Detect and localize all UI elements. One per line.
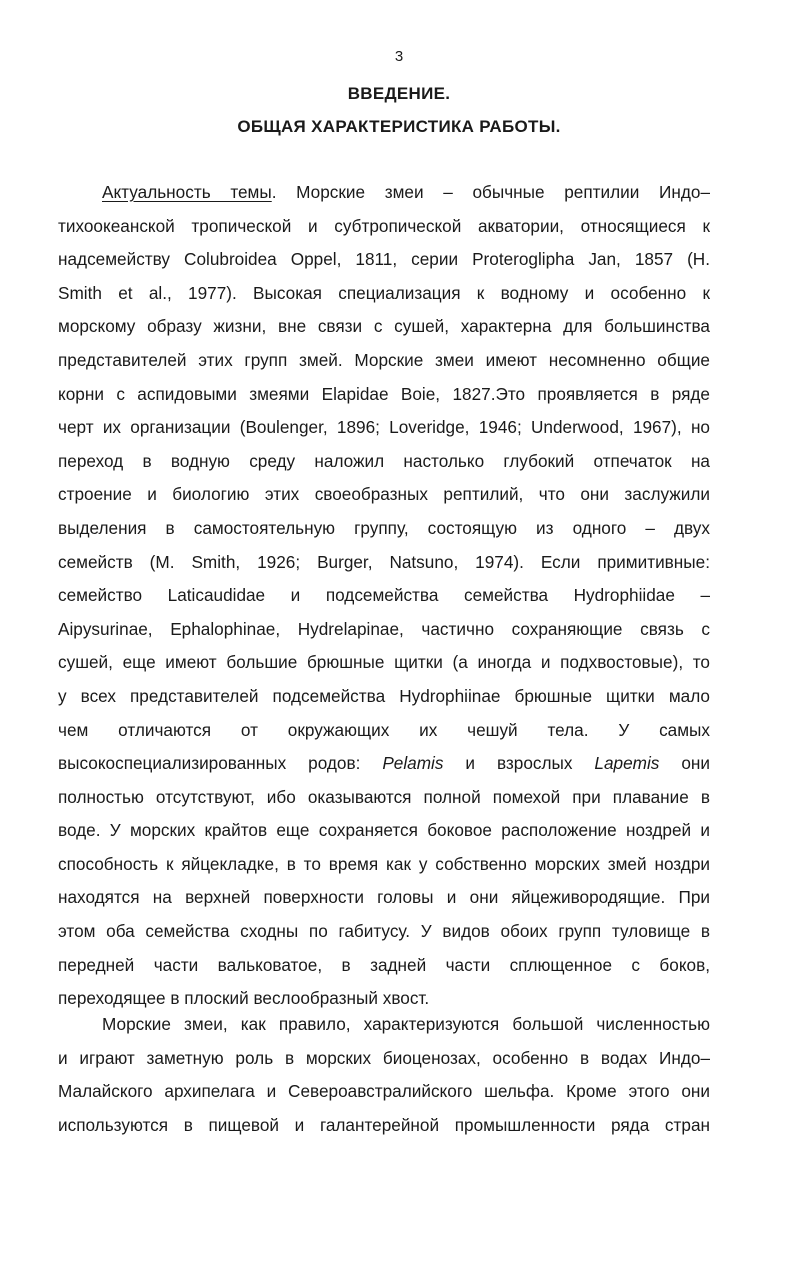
- paragraph-line: надсемейству Colubroidea Oppel, 1811, серии Proteroglipha Jan, 1857 (H.: [58, 249, 710, 270]
- paragraph-line: и играют заметную роль в морских биоценозах, особенно в водах Индо–: [58, 1047, 710, 1068]
- paragraph-line: Aipysurinae, Ephalophinae, Hydrelapinae, частично сохраняющие связь с: [58, 618, 710, 639]
- line-text: высокоспециализированных родов:: [58, 753, 383, 774]
- paragraph-line: строение и биологию этих своеобразных рептилий, что они заслужили: [58, 484, 710, 505]
- line-text: и взрослых: [443, 753, 595, 774]
- paragraph-line: переход в водную среду наложил настолько глубокий отпечаток на: [58, 450, 710, 471]
- genus-pelamis: Pelamis: [382, 753, 444, 774]
- paragraph-line: передней части вальковатое, в задней части сплющенное с боков,: [58, 954, 710, 975]
- paragraph-line: черт их организации (Boulenger, 1896; Loveridge, 1946; Underwood, 1967), но: [58, 417, 710, 438]
- paragraph-line: выделения в самостоятельную группу, состоящую из одного – двух: [58, 517, 710, 538]
- paragraph-line: полностью отсутствуют, ибо оказываются полной помехой при плавание в: [58, 786, 710, 807]
- paragraph-line: этом оба семейства сходны по габитусу. У видов обоих групп туловище в: [58, 921, 710, 942]
- paragraph-line: у всех представителей подсемейства Hydrophiinae брюшные щитки мало: [58, 685, 710, 706]
- paragraph-line: Малайского архипелага и Североавстралийского шельфа. Кроме этого они: [58, 1081, 710, 1102]
- page-number: 3: [394, 48, 404, 65]
- paragraph-line: семейство Laticaudidae и подсемейства семейства Hydrophiidae –: [58, 585, 710, 606]
- paragraph-line: тихоокеанской тропической и субтропической акватории, относящиеся к: [58, 215, 710, 236]
- paragraph-line: используются в пищевой и галантерейной промышленности ряда стран: [58, 1114, 710, 1135]
- genus-lapemis: Lapemis: [594, 753, 660, 774]
- paragraph-line: Smith et al., 1977). Высокая специализация к водному и особенно к: [58, 282, 710, 303]
- line-text: они: [659, 753, 710, 774]
- paragraph-line: переходящее в плоский веслообразный хвост.: [58, 988, 430, 1009]
- paragraph-line: чем отличаются от окружающих их чешуй тела. У самых: [58, 719, 710, 740]
- paragraph-line: Морские змеи, как правило, характеризуются большой численностью: [102, 1014, 710, 1034]
- paragraph-line: корни с аспидовыми змеями Elapidae Boie, 1827.Это проявляется в ряде: [58, 383, 710, 404]
- paragraph-line: семейств (M. Smith, 1926; Burger, Natsuno, 1974). Если примитивные:: [58, 551, 710, 572]
- paragraph-line: [58, 176, 710, 210]
- heading-general-characteristics: ОБЩАЯ ХАРАКТЕРИСТИКА РАБОТЫ.: [237, 117, 561, 136]
- paragraph-line: морскому образу жизни, вне связи с сушей, характерна для большинства: [58, 316, 710, 337]
- paragraph-line: находятся на верхней поверхности головы и они яйцеживородящие. При: [58, 887, 710, 908]
- relevance-label: Актуальность темы: [102, 182, 272, 202]
- paragraph-relevance: [58, 176, 710, 1016]
- paragraph-importance: [58, 1008, 710, 1142]
- paragraph-line: представителей этих групп змей. Морские змеи имеют несомненно общие: [58, 349, 710, 370]
- heading-introduction: ВВЕДЕНИЕ.: [347, 84, 451, 103]
- paragraph-line: [58, 747, 710, 781]
- paragraph-line: способность к яйцекладке, в то время как у собственно морских змей ноздри: [58, 853, 710, 874]
- line-text: . Морские змеи – обычные рептилии Индо–: [271, 182, 710, 202]
- paragraph-line: сушей, еще имеют большие брюшные щитки (а иногда и подхвостовые), то: [58, 652, 710, 673]
- paragraph-line: воде. У морских крайтов еще сохраняется боковое расположение ноздрей и: [58, 820, 710, 841]
